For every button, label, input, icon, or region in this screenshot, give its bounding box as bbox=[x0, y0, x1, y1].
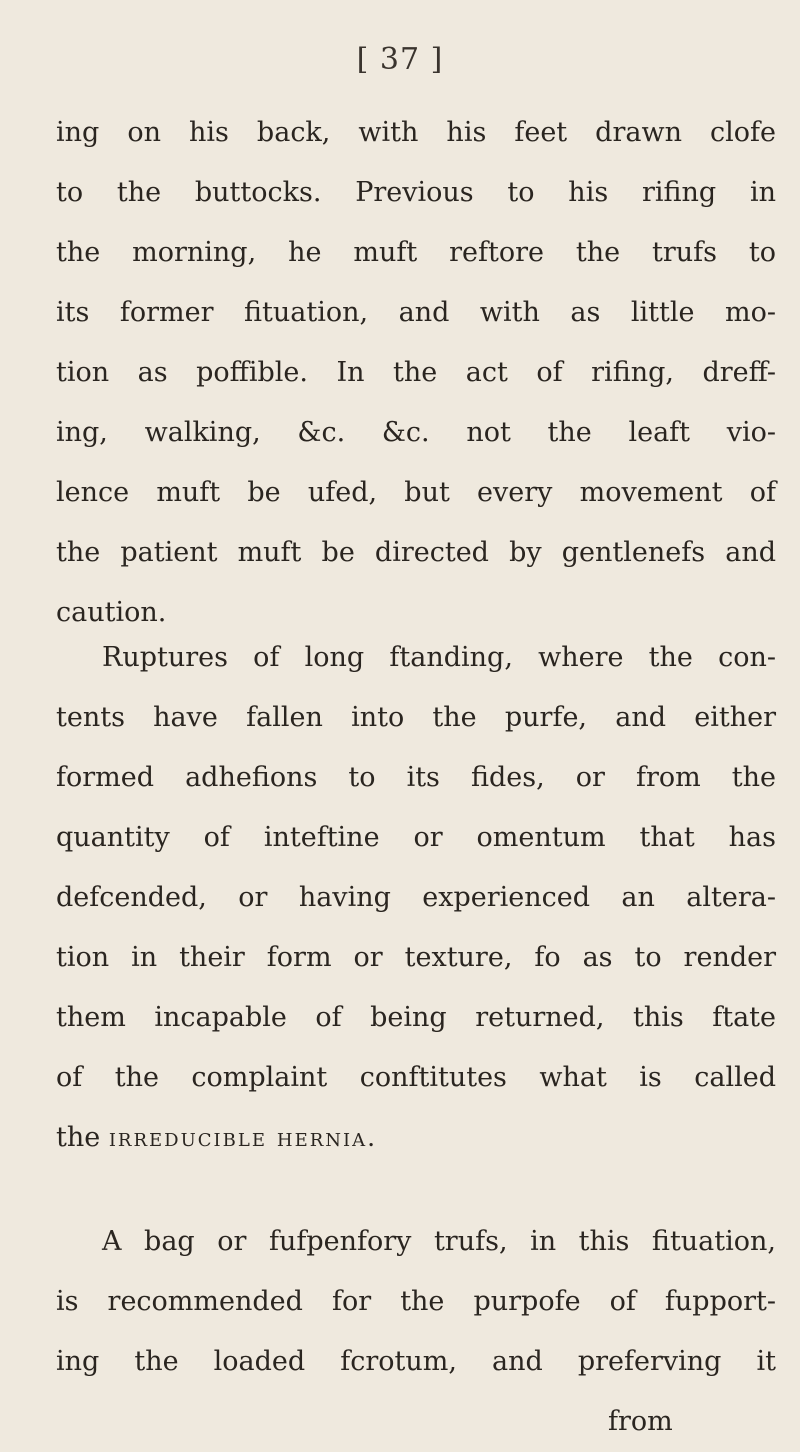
paragraph-1 bbox=[56, 103, 776, 643]
paragraph-3 bbox=[56, 1212, 776, 1452]
text-line: tion as poffible. In the act of rifing, dreff- bbox=[56, 357, 776, 388]
text-line: ing, walking, &c. &c. not the leaft vio- bbox=[56, 417, 776, 448]
text-line: ing the loaded fcrotum, and preferving it bbox=[56, 1346, 776, 1377]
text-line: of the complaint conftitutes what is called bbox=[56, 1062, 776, 1093]
text-line: the patient muft be directed by gentlenefs and bbox=[56, 537, 776, 568]
text-line: tion in their form or texture, fo as to render bbox=[56, 942, 776, 973]
text-line bbox=[56, 1108, 776, 1168]
text-line: caution. bbox=[56, 597, 167, 628]
catchword: from bbox=[608, 1406, 673, 1437]
text-line: lence muft be ufed, but every movement of bbox=[56, 477, 776, 508]
text-line: quantity of inteftine or omentum that has bbox=[56, 822, 776, 853]
text-line: tents have fallen into the purfe, and either bbox=[56, 702, 776, 733]
text-line: defcended, or having experienced an altera- bbox=[56, 882, 776, 913]
text-line: A bag or fufpenfory trufs, in this fituation, bbox=[102, 1226, 776, 1257]
text-line: to the buttocks. Previous to his rifing in bbox=[56, 177, 776, 208]
text-line: Ruptures of long ftanding, where the con- bbox=[102, 642, 776, 673]
text-line: them incapable of being returned, this ftate bbox=[56, 1002, 776, 1033]
text-line: is recommended for the purpofe of fupport- bbox=[56, 1286, 776, 1317]
text-line: ing on his back, with his feet drawn clofe bbox=[56, 117, 776, 148]
text-line: its former fituation, and with as little mo- bbox=[56, 297, 776, 328]
text-line: the morning, he muft reftore the trufs to bbox=[56, 237, 776, 268]
term-irreducible-hernia: irreducible hernia. bbox=[108, 1123, 378, 1152]
text-line-prefix: the bbox=[56, 1122, 109, 1153]
page-number: [ 37 ] bbox=[356, 42, 444, 77]
paragraph-2 bbox=[56, 628, 776, 1168]
text-line: formed adhefions to its fides, or from the bbox=[56, 762, 776, 793]
